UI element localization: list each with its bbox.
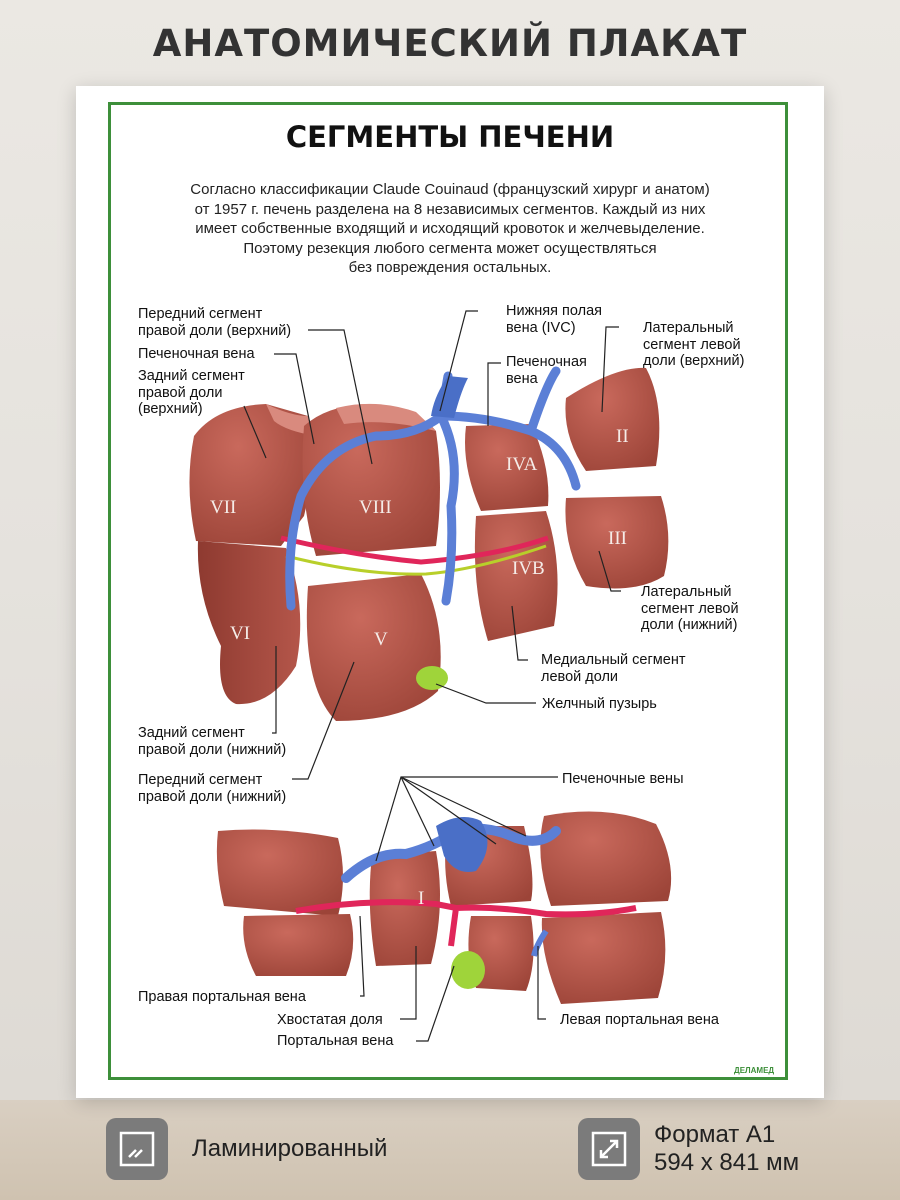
format-line-1: Формат А1	[654, 1121, 776, 1148]
feature-laminated	[106, 1118, 387, 1180]
ivc-vessel	[431, 376, 468, 418]
publisher-logo: ДЕЛАМЕД	[734, 1066, 775, 1075]
segment-label-vii: VII	[210, 497, 237, 518]
label-posterior-upper-segment: Задний сегмент правой доли (верхний)	[138, 368, 245, 417]
label-portal-vein: Портальная вена	[277, 1033, 394, 1049]
poster	[76, 86, 824, 1098]
lower-caudate-shape	[370, 851, 440, 966]
lower-left-lobe-upper	[540, 812, 671, 907]
laminate-icon	[106, 1118, 168, 1180]
feature-format	[578, 1118, 799, 1180]
feature-laminated-label: Ламинированный	[192, 1135, 388, 1162]
label-anterior-upper-segment: Передний сегмент правой доли (верхний)	[138, 306, 292, 339]
segment-label-iva: IVA	[506, 454, 538, 475]
intro-line: от 1957 г. печень разделена на 8 независимых сегментов. Каждый из них	[194, 200, 706, 218]
label-caudate-lobe: Хвостатая доля	[277, 1012, 383, 1028]
poster-title: СЕГМЕНТЫ ПЕЧЕНИ	[285, 120, 615, 154]
segment-label-viii: VIII	[359, 497, 392, 518]
format-line-2: 594 х 841 мм	[654, 1149, 800, 1176]
lower-right-lobe-lower	[243, 914, 353, 976]
label-gallbladder: Желчный пузырь	[542, 696, 657, 712]
segment-label-ivb: IVB	[512, 558, 545, 579]
label-hepatic-vein-left: Печеночная вена	[138, 346, 255, 362]
segment-label-iii: III	[608, 528, 627, 549]
label-right-portal-vein: Правая портальная вена	[138, 989, 306, 1005]
lower-liver-figure	[217, 812, 671, 1005]
segment-label-i: I	[418, 888, 425, 909]
intro-line: Согласно классификации Claude Couinaud (французский хирург и анатом)	[190, 181, 710, 198]
intro-line: без повреждения остальных.	[348, 259, 552, 276]
label-lateral-lower-segment: Латеральный сегмент левой доли (нижний)	[641, 584, 739, 633]
label-hepatic-veins: Печеночные вены	[562, 771, 684, 787]
label-medial-segment: Медиальный сегмент левой доли	[541, 652, 686, 685]
lower-left-lobe-lower	[542, 912, 666, 1004]
lower-gallbladder-shape	[451, 951, 485, 989]
resize-icon	[578, 1118, 640, 1180]
label-anterior-lower-segment: Передний сегмент правой доли (нижний)	[138, 772, 287, 805]
segment-label-v: V	[374, 629, 388, 650]
label-posterior-lower-segment: Задний сегмент правой доли (нижний)	[138, 725, 287, 758]
intro-line: Поэтому резекция любого сегмента может осуществляться	[243, 239, 657, 257]
segment-label-ii: II	[616, 426, 629, 447]
page-title: АНАТОМИЧЕСКИЙ ПЛАКАТ	[152, 22, 748, 65]
intro-line: имеет собственные входящий и исходящий кровоток и желчевыделение.	[195, 220, 705, 237]
label-hepatic-vein-mid: Печеночная вена	[506, 354, 587, 387]
segment-label-vi: VI	[230, 623, 251, 644]
lower-ivc	[436, 817, 487, 872]
label-lateral-upper-segment: Латеральный сегмент левой доли (верхний)	[643, 320, 745, 369]
lower-right-lobe-upper	[217, 830, 343, 916]
label-ivc: Нижняя полая вена (IVC)	[506, 303, 602, 336]
label-left-portal-vein: Левая портальная вена	[560, 1012, 719, 1028]
feature-format-text	[654, 1121, 799, 1177]
